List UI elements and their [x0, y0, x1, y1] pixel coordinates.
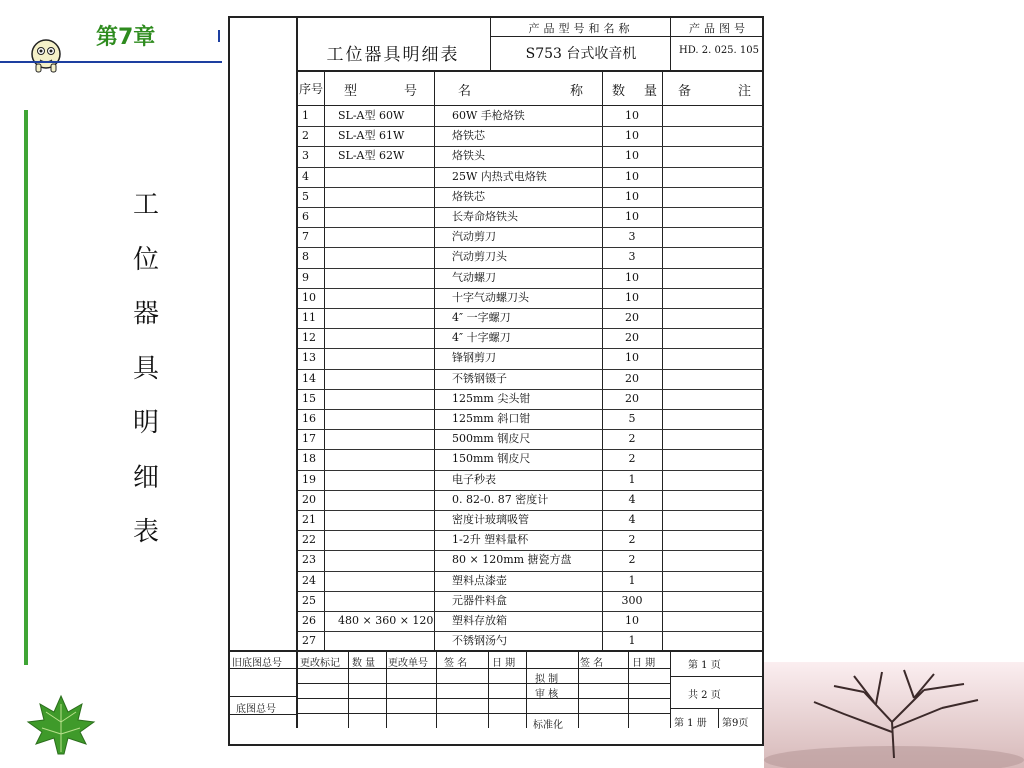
row-number: 23: [302, 553, 316, 567]
row-number: 17: [302, 432, 316, 446]
row-number: 9: [302, 270, 309, 284]
date-label: 日 期: [492, 658, 516, 669]
table-row: [230, 146, 764, 166]
row-name: 500mm 钢皮尺: [452, 432, 531, 446]
table-row: [230, 550, 764, 570]
table-row: [230, 591, 764, 611]
row-quantity: 1: [628, 634, 636, 648]
table-row: [230, 369, 764, 389]
vertical-title-char: 细: [132, 462, 159, 493]
row-quantity: 2: [628, 533, 636, 547]
row-number: 10: [302, 290, 316, 304]
mascot-icon: [22, 36, 70, 74]
row-name: 0. 82-0. 87 密度计: [452, 492, 549, 506]
row-model: SL-A型 61W: [338, 129, 405, 143]
row-name: 元器件料盒: [452, 593, 507, 607]
row-name: 汽动剪刀头: [452, 250, 507, 264]
tree-illustration-icon: [764, 662, 1024, 768]
standard-label: 标准化: [533, 720, 563, 731]
row-number: 15: [302, 391, 316, 405]
header-model-b: 号: [404, 84, 418, 99]
row-name: 塑料存放箱: [452, 614, 507, 627]
row-name: 烙铁头: [452, 149, 485, 163]
header-tick: [218, 30, 220, 42]
table-row: [230, 106, 764, 126]
row-quantity: 4: [628, 492, 636, 506]
row-name: 1-2升 塑料量杯: [452, 533, 529, 547]
chapter-label: 第7章: [96, 25, 156, 50]
row-model: SL-A型 60W: [338, 109, 405, 122]
page-number-label: 第9页: [722, 718, 749, 729]
row-name: 125mm 斜口钳: [452, 412, 531, 425]
row-name: 125mm 尖头钳: [452, 391, 531, 405]
vertical-title-char: 表: [132, 517, 159, 547]
row-quantity: 20: [625, 311, 639, 324]
row-name: 60W 手枪烙铁: [452, 109, 525, 122]
vertical-title-char: 工: [132, 190, 159, 220]
row-name: 4″ 十字螺刀: [452, 331, 511, 345]
row-quantity: 10: [625, 210, 639, 223]
table-row: [230, 308, 764, 328]
row-name: 长寿命烙铁头: [452, 210, 518, 223]
row-quantity: 10: [625, 614, 639, 627]
header-remark-a: 备: [678, 84, 692, 99]
row-number: 7: [302, 230, 309, 244]
row-quantity: 5: [628, 412, 636, 425]
row-number: 4: [302, 169, 309, 183]
table-row: [230, 288, 764, 308]
row-quantity: 20: [625, 391, 639, 405]
row-quantity: 1: [628, 472, 636, 486]
row-model: 480 × 360 × 120: [338, 614, 434, 627]
table-row: [230, 510, 764, 530]
table-row: [230, 348, 764, 368]
quantity-label: 数 量: [352, 658, 376, 669]
review-label: 审 核: [535, 689, 559, 700]
header-rule: [0, 61, 222, 63]
row-name: 不锈钢镊子: [452, 371, 507, 385]
form-title: 工位器具明细表: [326, 45, 460, 65]
row-name: 汽动剪刀: [452, 230, 496, 244]
table-row: [230, 207, 764, 227]
header-name-a: 名: [458, 84, 472, 99]
table-row: [230, 268, 764, 288]
table-row: [230, 328, 764, 348]
row-number: 8: [302, 250, 309, 264]
vertical-title-char: 位: [132, 244, 159, 275]
header-model-a: 型: [344, 84, 358, 99]
row-number: 27: [302, 634, 316, 648]
table-row: [230, 187, 764, 207]
row-number: 13: [302, 351, 316, 365]
table-row: [230, 470, 764, 490]
row-number: 26: [302, 614, 316, 627]
table-row: [230, 611, 764, 631]
row-number: 21: [302, 513, 316, 526]
header-qty-b: 量: [644, 84, 658, 99]
row-name: 150mm 钢皮尺: [452, 452, 531, 466]
row-name: 烙铁芯: [452, 189, 485, 203]
page-of-label: 第 1 页: [688, 660, 721, 671]
table-row: [230, 429, 764, 449]
row-number: 3: [302, 149, 309, 163]
vertical-title-char: 器: [132, 299, 159, 329]
sign2-label: 签 名: [580, 658, 604, 669]
tooling-list-form: [228, 16, 764, 746]
row-quantity: 20: [625, 331, 639, 345]
row-name: 4″ 一字螺刀: [452, 311, 511, 324]
table-row: [230, 631, 764, 651]
row-quantity: 20: [625, 371, 639, 385]
row-quantity: 10: [625, 149, 639, 163]
row-number: 16: [302, 412, 316, 425]
row-number: 24: [302, 573, 316, 587]
volume-label: 第 1 册: [674, 718, 707, 729]
table-row: [230, 449, 764, 469]
figure-number: HD. 2. 025. 105: [679, 45, 759, 56]
row-quantity: 3: [628, 230, 636, 244]
row-number: 1: [302, 109, 309, 122]
row-number: 25: [302, 593, 316, 607]
header-remark-b: 注: [738, 84, 752, 99]
row-quantity: 10: [625, 270, 639, 284]
row-name: 塑料点漆壶: [452, 573, 507, 587]
table-row: [230, 571, 764, 591]
row-number: 20: [302, 492, 316, 506]
row-name: 气动螺刀: [452, 270, 496, 284]
side-accent-bar: [24, 110, 28, 665]
vertical-title: [128, 178, 164, 560]
row-quantity: 10: [625, 109, 639, 122]
row-quantity: 2: [628, 553, 636, 567]
header-qty-a: 数: [612, 84, 626, 99]
draft-label: 拟 制: [535, 674, 559, 685]
product-name: S753 台式收音机: [525, 46, 637, 62]
row-quantity: 300: [621, 593, 643, 607]
row-number: 2: [302, 129, 309, 143]
row-name: 电子秒表: [452, 472, 496, 486]
table-row: [230, 167, 764, 187]
table-row: [230, 126, 764, 146]
change-mark-label: 更改标记: [300, 658, 340, 669]
header-name-b: 称: [570, 84, 584, 99]
row-number: 22: [302, 533, 316, 547]
row-quantity: 10: [625, 290, 639, 304]
vertical-title-char: 具: [132, 353, 159, 384]
header-no: 序号: [298, 82, 323, 96]
row-number: 18: [302, 452, 316, 466]
row-number: 12: [302, 331, 316, 345]
row-name: 锋钢剪刀: [452, 351, 496, 365]
row-name: 密度计玻璃吸管: [452, 513, 529, 526]
row-quantity: 1: [628, 573, 636, 587]
maple-leaf-icon: [24, 692, 98, 758]
row-quantity: 10: [625, 129, 639, 143]
row-quantity: 2: [628, 432, 636, 446]
total-pages-label: 共 2 页: [688, 690, 721, 701]
product-label: 产品型号和名称: [528, 22, 634, 35]
row-number: 11: [302, 311, 316, 324]
row-quantity: 10: [625, 189, 639, 203]
table-row: [230, 409, 764, 429]
row-name: 不锈钢汤勺: [452, 634, 507, 648]
table-row: [230, 530, 764, 550]
row-model: SL-A型 62W: [338, 149, 405, 163]
row-number: 6: [302, 210, 309, 223]
date2-label: 日 期: [632, 658, 656, 669]
change-no-label: 更改单号: [388, 658, 428, 669]
row-quantity: 2: [628, 452, 636, 466]
figure-label: 产品图号: [689, 22, 749, 35]
table-row: [230, 389, 764, 409]
row-number: 5: [302, 189, 309, 203]
table-row: [230, 490, 764, 510]
old-base-total-label: 旧底图总号: [232, 658, 282, 669]
row-quantity: 3: [628, 250, 636, 264]
base-total-label: 底图总号: [236, 704, 276, 715]
row-name: 25W 内热式电烙铁: [452, 169, 547, 183]
table-row: [230, 227, 764, 247]
sign-label: 签 名: [444, 658, 468, 669]
row-number: 14: [302, 371, 316, 385]
row-quantity: 4: [628, 513, 636, 526]
row-name: 烙铁芯: [452, 129, 485, 143]
row-quantity: 10: [625, 169, 639, 183]
vertical-title-char: 明: [132, 408, 159, 438]
row-name: 80 × 120mm 搪瓷方盘: [452, 553, 572, 567]
row-number: 19: [302, 472, 316, 486]
row-name: 十字气动螺刀头: [452, 290, 529, 304]
table-row: [230, 247, 764, 267]
row-quantity: 10: [625, 351, 639, 365]
